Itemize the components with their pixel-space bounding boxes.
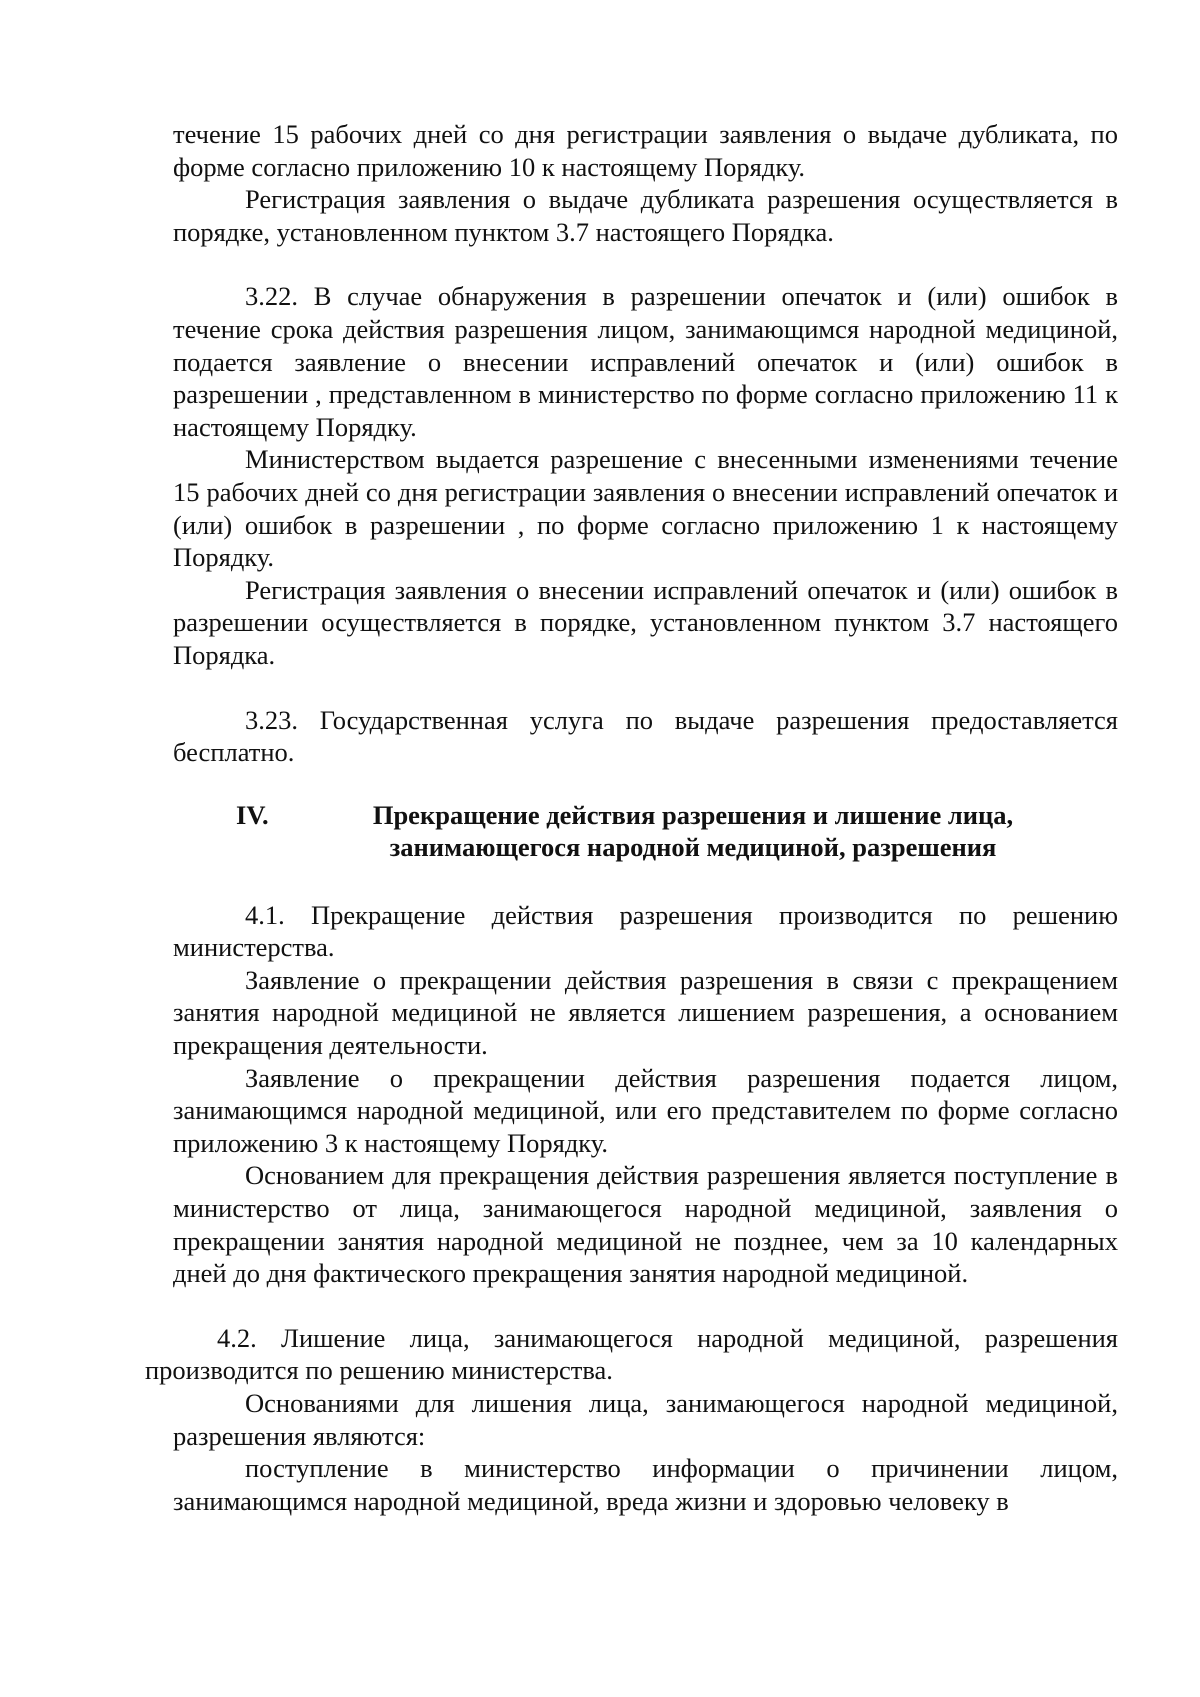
paragraph-3-22: 3.22. В случае обнаружения в разрешении опечаток и (или) ошибок в течение срока действия разрешения лицом, занимающимся народной медициной, подается заявление о внесении исправлений опечаток и (или) ошибок в разрешении , представленном в министерство по форме согласно приложению 11 к настоящему Порядку. — [173, 281, 1118, 442]
section-title-line-2: занимающегося народной медициной, разрешения — [389, 832, 997, 863]
paragraph-4-2: 4.2. Лишение лица, занимающегося народной медициной, разрешения производится по решению министерства. — [145, 1322, 1118, 1386]
section-title-line-1: Прекращение действия разрешения и лишение лица, — [372, 799, 1014, 830]
paragraph-correction-registration: Регистрация заявления о внесении исправлений опечаток и (или) ошибок в разрешении осуществляется в порядке, установленном пунктом 3.7 настоящего Порядка. — [173, 574, 1118, 670]
paragraph-3-23: 3.23. Государственная услуга по выдаче разрешения предоставляется бесплатно. — [173, 704, 1118, 768]
paragraph-harm-information: поступление в министерство информации о причинении лицом, занимающимся народной медициной, вреда жизни и здоровью человеку в — [173, 1453, 1118, 1516]
section-number: IV. — [236, 799, 269, 830]
paragraph-termination-basis: Основанием для прекращения действия разрешения является поступление в министерство от лица, занимающегося народной медициной, заявления о прекращении занятия народной медициной не позднее, чем за 10 календарных дней до дня фактического прекращения занятия народной медициной. — [173, 1160, 1118, 1289]
section-heading — [173, 799, 1118, 865]
paragraph-termination-not-deprivation: Заявление о прекращении действия разрешения в связи с прекращением занятия народной медициной не является лишением разрешения, а основанием прекращения деятельности. — [173, 964, 1118, 1061]
paragraph-termination-application: Заявление о прекращении действия разрешения подается лицом, занимающимся народной медициной, или его представителем по форме согласно приложению 3 к настоящему Порядку. — [173, 1062, 1118, 1158]
section-title — [343, 799, 1043, 864]
paragraph-duplicate-term: течение 15 рабочих дней со дня регистрации заявления о выдаче дубликата, по форме согласно приложению 10 к настоящему Порядку. — [173, 119, 1118, 182]
paragraph-ministry-issues: Министерством выдается разрешение с внесенными изменениями течение 15 рабочих дней со дня регистрации заявления о внесении исправлений опечаток и (или) ошибок в разрешении , по форме согласно приложению 1 к настоящему Порядку. — [173, 444, 1118, 573]
paragraph-duplicate-registration: Регистрация заявления о выдаче дубликата разрешения осуществляется в порядке, установленном пунктом 3.7 настоящего Порядка. — [173, 184, 1118, 247]
document-page — [145, 118, 1118, 1517]
paragraph-deprivation-grounds: Основаниями для лишения лица, занимающегося народной медициной, разрешения являются: — [173, 1388, 1118, 1451]
paragraph-4-1: 4.1. Прекращение действия разрешения производится по решению министерства. — [173, 899, 1118, 963]
